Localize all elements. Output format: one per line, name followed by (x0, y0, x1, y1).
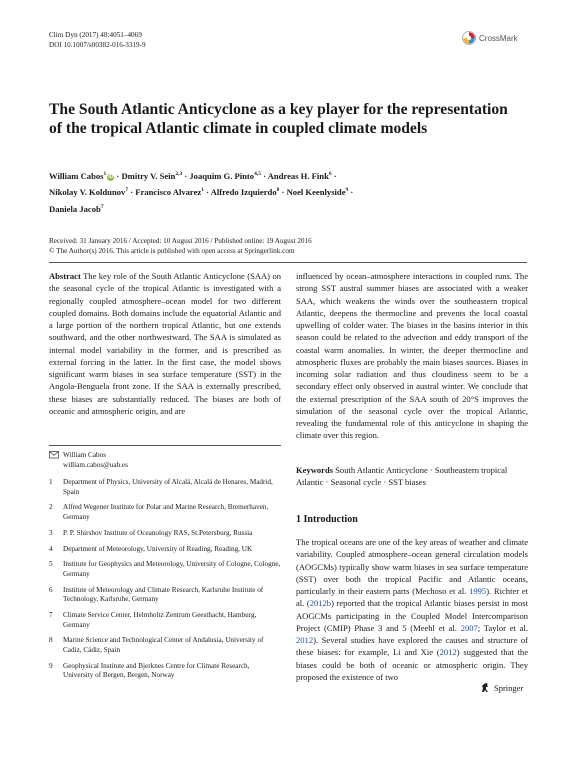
author-name[interactable]: Andreas H. Fink (267, 170, 329, 181)
affiliations-list (49, 478, 281, 687)
affiliation-item (49, 662, 281, 681)
footnote-divider (49, 445, 281, 446)
affiliation-item (49, 478, 281, 497)
author-affil-ref: 8 (276, 187, 280, 194)
abstract-paragraph (49, 270, 281, 417)
copyright-line: © The Author(s) 2016. This article is published with open access at Springerlink.com (49, 247, 295, 255)
affiliation-number: 6 (49, 585, 53, 594)
affiliation-number: 8 (49, 636, 53, 645)
affiliation-item (49, 503, 281, 522)
publisher-name: Springer (494, 682, 524, 693)
affiliation-text: Marine Science and Technological Center of Andalusia, University of Cadiz, Cádiz, Spain (63, 636, 264, 655)
author-name[interactable]: Noel Keenlyside (286, 187, 346, 198)
crossmark-badge[interactable] (462, 30, 532, 46)
author-affil-ref: 9 (345, 187, 349, 194)
author-list: William Cabos$^1$ iD · Dmitry V. Sein$^{2,3}$ · Joaquim G. Pinto$^{4,5}$ · Andreas H. Fink$^6$ · Nikolay V. Koldunov$^7$ · Francisco Alvarez$^1$ · Alfredo Izquierdo$^8$ · Noel Keenlyside$^9$ · Daniela Jacob$^7$ (49, 170, 354, 214)
contact-name: William Cabos (63, 451, 107, 459)
keywords-heading: Keywords (296, 465, 334, 475)
affiliation-number: 2 (49, 503, 53, 512)
orcid-icon[interactable]: iD (108, 173, 114, 180)
intro-text: ) reported that the tropical Atlantic biases persist in most AOGCMs participating in the Coupled Model Intercomparison Project (CMIP) Phase 3 and 5 (Meehl et al. (296, 598, 528, 633)
publication-dates (49, 236, 312, 256)
affiliation-item (49, 529, 281, 539)
springer-horse-icon (480, 682, 491, 693)
citation-link[interactable]: 2012 (439, 647, 457, 658)
affiliation-number: 1 (49, 478, 53, 486)
intro-text: The tropical oceans are one of the key areas of weather and climate variability. Coupled atmosphere–ocean general circulation models (AOGCMs) typically show warm biases in sea surface temperature (SST) over both the tropical Pacific and Atlantic oceans, particularly in their eastern parts (Mechoso et al. (296, 537, 528, 596)
citation-link[interactable]: 2007 (460, 622, 478, 633)
crossmark-label: CrossMark (479, 33, 518, 43)
abstract-text: The key role of the South Atlantic Anticyclone (SAA) on the seasonal cycle of the tropical Atlantic is investigated with a regionally coupled atmosphere–ocean model for two different coupled domains. Both domains include the equatorial Atlantic and a large portion of the northern tropical Atlantic, but one extends southward, and the other northwestward. The SAA is simulated as internal model variability in the former, and is prescribed as external forcing in the latter. In the first case, the model shows significant warm biases in sea surface temperature (SST) in the Angola-Benguela front zone. If the SAA is externally prescribed, these biases are substantially reduced. The biases are both of oceanic and atmospheric origin, and are (49, 271, 281, 416)
author-name[interactable]: Francisco Alvarez (135, 187, 202, 198)
affiliation-text: P. P. Shirshov Institute of Oceanology RAS, St.Petersburg, Russia (63, 528, 253, 537)
affiliation-text: Alfred Wegener Institute for Polar and Marine Research, Bremerhaven, Germany (63, 503, 269, 521)
publisher-logo (480, 682, 523, 693)
intro-text: ). Richter et al. ( (296, 586, 528, 609)
affiliation-item (49, 611, 281, 630)
introduction-paragraph (296, 536, 528, 683)
abstract-column (49, 270, 281, 417)
author-affil-ref: 2,3 (175, 171, 183, 177)
author-name[interactable]: Dmitry V. Sein (121, 170, 176, 181)
citation-link[interactable]: 1995 (469, 586, 487, 596)
citation-link[interactable]: 2012b (309, 598, 332, 609)
author-name[interactable]: William Cabos (49, 170, 104, 181)
author-affil-ref: 4,5 (254, 171, 261, 177)
doi-link[interactable]: DOI 10.1007/s00382-016-3319-9 (49, 41, 146, 49)
affiliation-number: 5 (49, 560, 53, 569)
author-name[interactable]: Joaquim G. Pinto (189, 170, 255, 181)
affiliation-item (49, 560, 281, 579)
crossmark-icon (462, 31, 476, 45)
abstract-heading: Abstract (49, 271, 81, 281)
affiliation-text: Institute of Meteorology and Climate Research, Karlsruhe Institute of Technology, Karlsruhe, Germany (63, 585, 264, 604)
abstract-continued-column (296, 270, 528, 442)
author-affil-ref: 7 (100, 203, 104, 210)
affiliation-number: 7 (49, 611, 53, 620)
affiliation-text: Department of Physics, University of Alcalá, Alcalá de Henares, Madrid, Spain (63, 478, 273, 496)
affiliation-text: Geophysical Institute and Bjerknes Centre for Climate Research, University of Bergen, Bergen, Norway (63, 661, 250, 680)
abstract-continued-text: influenced by ocean–atmosphere interactions in coupled runs. The strong SST austral summer biases are associated with a weaker SAA, which weakens the winds over the southeastern tropical Atlantic, deepens the thermocline and prevents the local coastal upwelling of colder water. The biases in the basins interior in this season could be related to the advection and eddy transport of the coastal warm anomalies. In winter, the deeper thermocline and atmospheric fluxes are probably the main biases sources. Biases in incoming solar radiation and thus cloudiness seem to be a secondary effect only observed in austral winter. We conclude that the external prescription of the SAA south of 20°S improves the simulation of the seasonal cycle over the tropical Atlantic, revealing the fundamental role of this anticyclone in shaping the climate over this region. (296, 271, 528, 441)
affiliation-number: 4 (49, 544, 53, 553)
author-affil-ref: 7 (125, 187, 129, 194)
affiliation-number: 9 (49, 661, 53, 670)
author-name[interactable]: Nikolay V. Koldunov (49, 187, 126, 198)
author-name[interactable]: Daniela Jacob (49, 203, 101, 214)
journal-citation: Clim Dyn (2017) 48:4051–4069 (49, 31, 142, 39)
keywords-block (296, 464, 528, 489)
intro-text: ; Taylor et al. (477, 622, 528, 633)
keywords-text: South Atlantic Anticyclone · Southeastern tropical Atlantic · Seasonal cycle · SST biases (296, 465, 508, 488)
affiliation-text: Department of Meteorology, University of Reading, Reading, UK (63, 544, 253, 553)
author-name[interactable]: Alfredo Izquierdo (210, 187, 277, 198)
section-heading-introduction: 1 Introduction (296, 514, 358, 525)
journal-header (49, 30, 146, 50)
affiliation-text: Climate Service Center, Helmholtz Zentrum Geesthacht, Hamburg, Germany (63, 611, 257, 629)
author-affil-ref: 1 (201, 187, 204, 194)
dates-line: Received: 31 January 2016 / Accepted: 10 August 2016 / Published online: 19 August 2016 (49, 237, 312, 245)
intro-text: ). Several studies have explored the causes and structure of these biases: for example, Li and Xie ( (296, 635, 528, 658)
contact-email[interactable]: william.cabos@uah.es (63, 460, 128, 469)
intro-text: ) suggested that the biases could be both of oceanic or atmospheric origin. They proposed the existence of two (296, 647, 528, 682)
affiliation-text: Institute for Geophysics and Meteorology, University of Cologne, Cologne, Germany (63, 560, 281, 578)
affiliation-number: 3 (49, 528, 53, 537)
affiliation-item (49, 545, 281, 555)
affiliation-item (49, 586, 281, 605)
article-title: The South Atlantic Anticyclone as a key player for the representation of the tropical Atlantic climate in coupled climate models (49, 101, 508, 137)
author-affil-ref: 1 (103, 171, 107, 177)
author-affil-ref: 6 (328, 171, 332, 177)
affiliation-item (49, 636, 281, 655)
citation-link[interactable]: 2012 (296, 635, 314, 645)
header-divider (49, 262, 527, 263)
envelope-icon (49, 451, 60, 459)
